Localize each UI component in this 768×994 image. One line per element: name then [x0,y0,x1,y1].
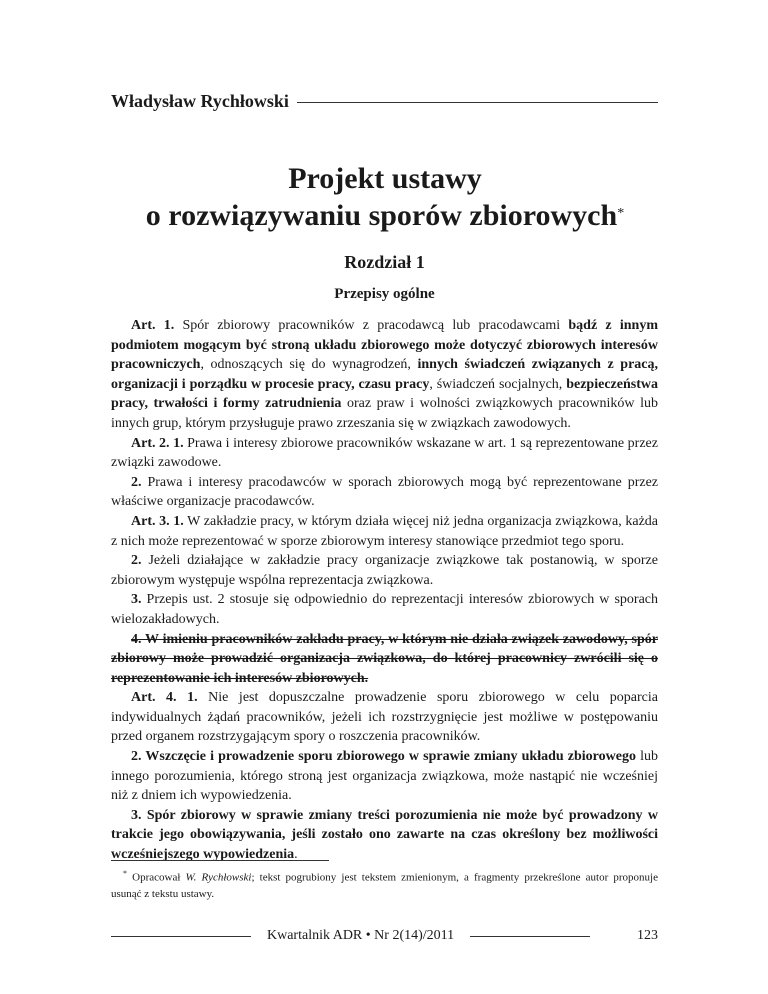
article-3-paragraph-2: 2. Jeżeli działające w zakładzie pracy organizacje związkowe tak postanowią, w sporze zbiorowym występuje wspólna reprezentacja związkowa. [111,553,658,588]
article-1: Art. 1. Spór zbiorowy pracowników z pracodawcą lub pracodawcami bądź z innym podmiotem mogącym być stroną układu zbiorowego może dotyczyć zbiorowych interesów pracowniczych, odnoszących się do wynagrodzeń, innych świadczeń związanych z pracą, organizacji i porządku w procesie pracy, czasu pracy, świadczeń socjalnych, bezpieczeństwa pracy, trwałości i formy zatrudnienia oraz praw i wolności związkowych pracowników lub innych grup, którym przysługuje prawo zrzeszania się w związkach zawodowych. [111,318,659,431]
journal-name: Kwartalnik ADR • Nr 2(14)/2011 [267,928,455,943]
title-footnote-mark: * [617,206,625,221]
footer-rule-right [470,936,590,937]
title-line-2: o rozwiązywaniu sporów zbiorowych* [145,199,625,232]
article-4-paragraph-1: Art. 4. 1. Nie jest dopuszczalne prowadzenie sporu zbiorowego w celu poparcia indywidualnych żądań pracowników, jeżeli ich rozstrzygnięcie jest możliwe w postępowaniu przed organem rozstrzygającym spory o roszczenia pracowników. [111,690,658,745]
article-3-paragraph-4-struck: 4. W imieniu pracowników zakładu pracy, w którym nie działa związek zawodowy, spór zbiorowy może prowadzić organizacja związkowa, do której pracownicy zwrócili się o reprezentowanie ich interesów zbiorowych. [111,631,658,686]
article-4-paragraph-2: 2. Wszczęcie i prowadzenie sporu zbiorowego w sprawie zmiany układu zbiorowego lub innego porozumienia, którego stroną jest organizacja związkowa, może nastąpić nie wcześniej niż z dniem ich wypowiedzenia. [111,749,658,804]
page-title [60,160,710,234]
article-4-paragraph-3: 3. Spór zbiorowy w sprawie zmiany treści porozumienia nie może być prowadzony w trakcie jego obowiązywania, jeśli zostało ono zawarte na czas określony bez możliwości wcześniejszego wypowiedzenia. [111,807,658,863]
page-number: 123 [637,928,658,943]
article-2-paragraph-2: 2. Prawa i interesy pracodawców w sporach zbiorowych mogą być reprezentowane przez właściwe organizacje pracodawców. [111,474,658,510]
section-heading: Przepisy ogólne [334,286,435,302]
header-rule [297,102,658,103]
footnote-rule [111,860,329,861]
footer-rule-left [111,936,251,937]
footnote: * Opracował W. Rychłowski; tekst pogrubiony jest tekstem zmienionym, a fragmenty przekreślone autor proponuje usunąć z tekstu ustawy. [111,869,658,900]
article-2-paragraph-1: Art. 2. 1. Prawa i interesy zbiorowe pracowników wskazane w art. 1 są reprezentowane przez związki zawodowe. [111,435,658,471]
article-3-paragraph-1: Art. 3. 1. W zakładzie pracy, w którym działa więcej niż jedna organizacja związkowa, każda z nich może reprezentować w sporze zbiorowym interesy stanowiące przedmiot tego sporu. [111,513,658,549]
page-footer [111,926,658,946]
title-line-1: Projekt ustawy [288,162,482,195]
author-header [111,90,658,112]
article-3-paragraph-3: 3. Przepis ust. 2 stosuje się odpowiednio do reprezentacji interesów zbiorowych w sporach wielozakładowych. [111,592,658,627]
article-body [111,316,658,865]
chapter-heading: Rozdział 1 [344,252,425,272]
author-name: Władysław Rychłowski [111,90,289,111]
